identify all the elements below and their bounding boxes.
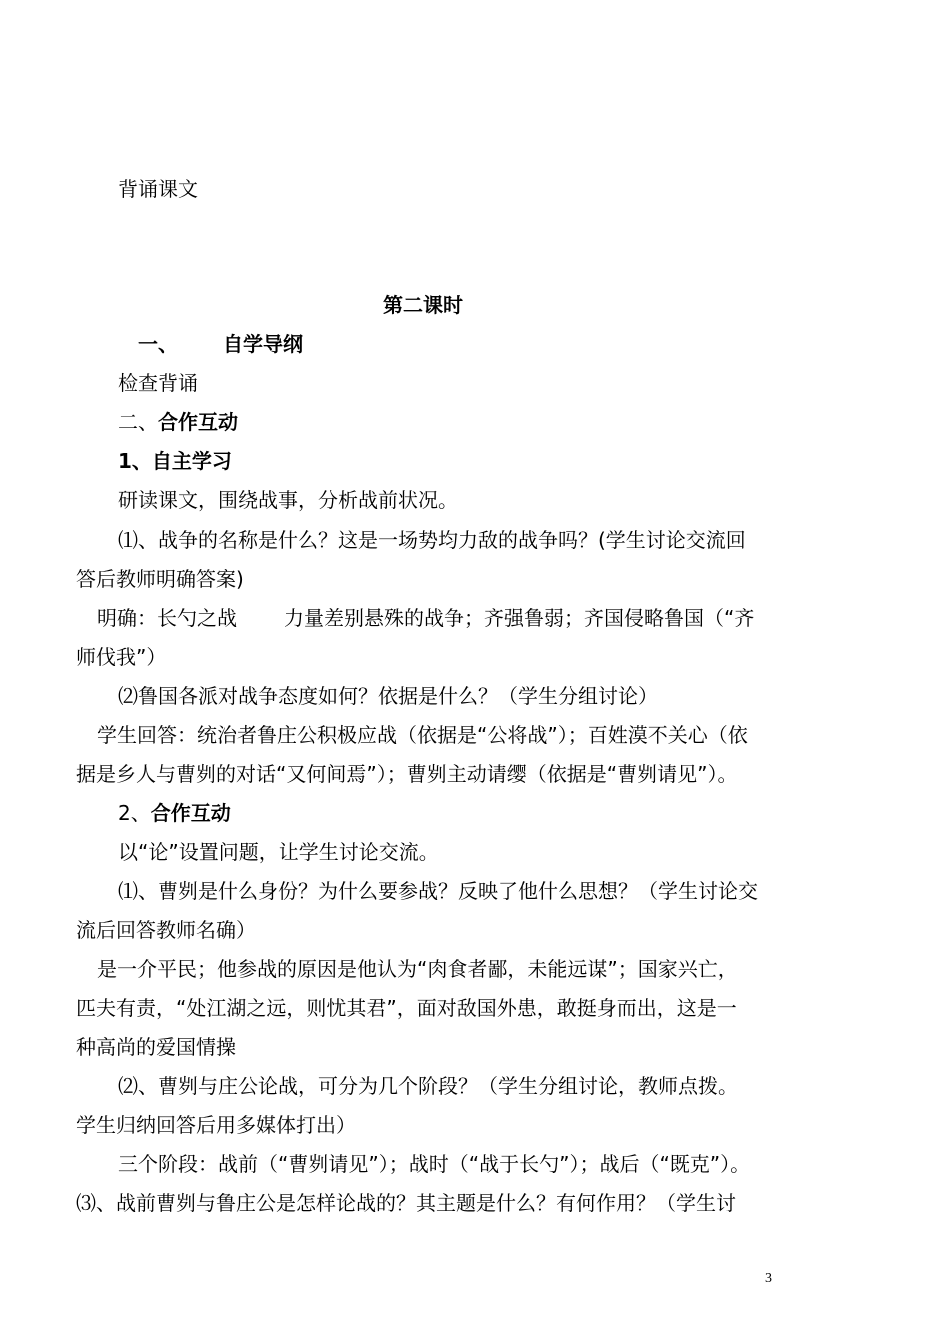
question3-line1: ⑴、曹刿是什么身份？为什么要参战？反映了他什么思想？（学生讨论交 [118,879,758,903]
question3-line2: 流后回答教师名确） [76,918,256,942]
section2-title: 合作互动 [158,410,238,434]
answer2-line2: 据是乡人与曹刿的对话“又何间焉”）；曹刿主动请缨（依据是“曹刿请见”）。 [76,762,738,786]
lesson-title: 第二课时 [383,293,463,317]
question4-line2: 学生归纳回答后用多媒体打出） [76,1113,356,1137]
answer1-line1-a: 明确：长勺之战 [97,606,237,630]
subsection2-title: 合作互动 [150,801,231,825]
answer3-line2: 匹夫有责，“处江湖之远，则忧其君”，面对敌国外患，敢挺身而出，这是一 [76,996,737,1020]
answer4-line: 三个阶段：战前（“曹刿请见”）；战时（“战于长勺”）；战后（“既克”）。 [118,1152,751,1176]
recite-line: 背诵课文 [118,177,198,201]
question4-line1: ⑵、曹刿与庄公论战，可分为几个阶段？（学生分组讨论，教师点拨。 [118,1074,738,1098]
subsection1-heading: 1、自主学习 [118,449,232,473]
section2-prefix: 二、 [118,410,158,434]
question1-line2: 答后教师明确答案) [76,567,244,591]
subsection2-heading [118,800,231,826]
answer2-line1: 学生回答：统治者鲁庄公积极应战（依据是“公将战”）；百姓漠不关心（依 [97,723,748,747]
check-recite-line: 检查背诵 [118,371,198,395]
section1-title: 自学导纲 [223,332,303,356]
subsection2-prefix: 2、 [118,801,151,825]
page-number: 3 [765,1271,772,1286]
study-paragraph: 研读课文，围绕战事，分析战前状况。 [118,488,458,512]
question5-line: ⑶、战前曹刿与鲁庄公是怎样论战的？其主题是什么？有何作用？（学生讨 [76,1191,736,1215]
answer3-line3: 种高尚的爱国情操 [76,1035,236,1059]
answer3-line1: 是一介平民；他参战的原因是他认为“肉食者鄙，未能远谋”；国家兴亡， [97,957,738,981]
section2-heading [118,409,238,435]
section1-number: 一、 [138,332,178,356]
answer1-line2: 师伐我”） [76,645,167,669]
lun-paragraph: 以“论”设置问题，让学生讨论交流。 [118,840,439,864]
answer1-line1-b: 力量差别悬殊的战争；齐强鲁弱；齐国侵略鲁国（“齐 [284,606,755,630]
question2-line: ⑵鲁国各派对战争态度如何？依据是什么？（学生分组讨论） [118,684,658,708]
question1-line1: ⑴、战争的名称是什么？这是一场势均力敌的战争吗？(学生讨论交流回 [118,528,746,552]
